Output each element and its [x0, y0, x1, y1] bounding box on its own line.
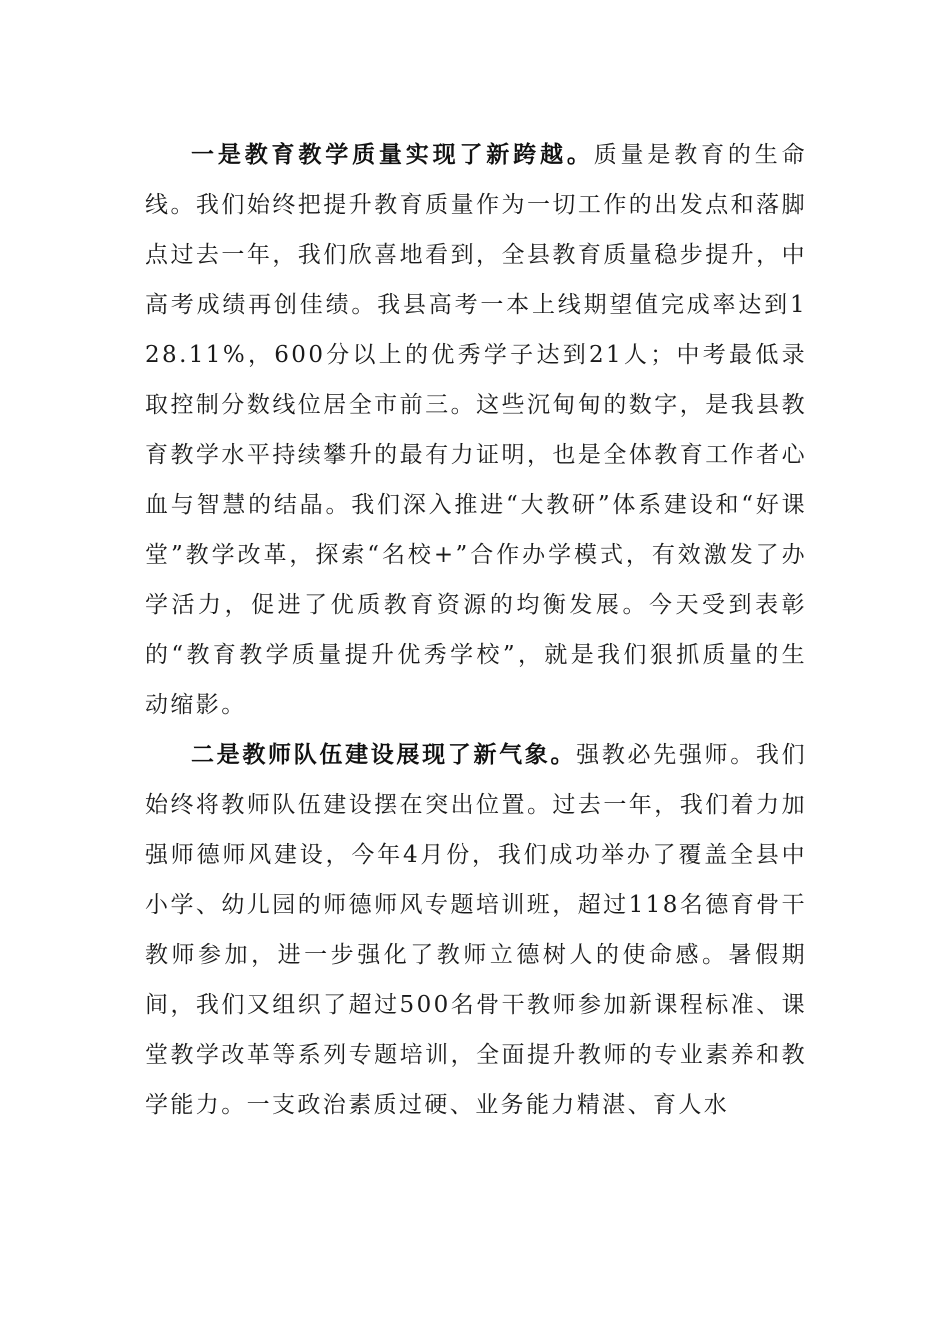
paragraph-body-text: 质量是教育的生命线。我们始终把提升教育质量作为一切工作的出发点和落脚点过去一年，我们欣喜地看到，全县教育质量稳步提升，中高考成绩再创佳绩。我县高考一本上线期望值完成率达到128.11%，600分以上的优秀学子达到21人；中考最低录取控制分数线位居全市前三。这些沉甸甸的数字，是我县教育教学水平持续攀升的最有力证明，也是全体教育工作者心血与智慧的结晶。我们深入推进“大教研”体系建设和“好课堂”教学改革，探索“名校+”合作办学模式，有效激发了办学活力，促进了优质教育资源的均衡发展。今天受到表彰的“教育教学质量提升优秀学校”，就是我们狠抓质量的生动缩影。: [145, 142, 808, 718]
paragraph-teacher-team: [145, 730, 807, 1130]
paragraph-lead-heading: 一是教育教学质量实现了新跨越。: [191, 141, 594, 168]
paragraph-education-quality: [145, 130, 807, 730]
paragraph-lead-heading: 二是教师队伍建设展现了新气象。: [191, 741, 577, 768]
paragraph-body-text: 强教必先强师。我们始终将教师队伍建设摆在突出位置。过去一年，我们着力加强师德师风建设，今年4月份，我们成功举办了覆盖全县中小学、幼儿园的师德师风专题培训班，超过118名德育骨干教师参加，进一步强化了教师立德树人的使命感。暑假期间，我们又组织了超过500名骨干教师参加新课程标准、课堂教学改革等系列专题培训，全面提升教师的专业素养和教学能力。一支政治素质过硬、业务能力精湛、育人水: [145, 742, 807, 1118]
document-body: [145, 130, 807, 1130]
